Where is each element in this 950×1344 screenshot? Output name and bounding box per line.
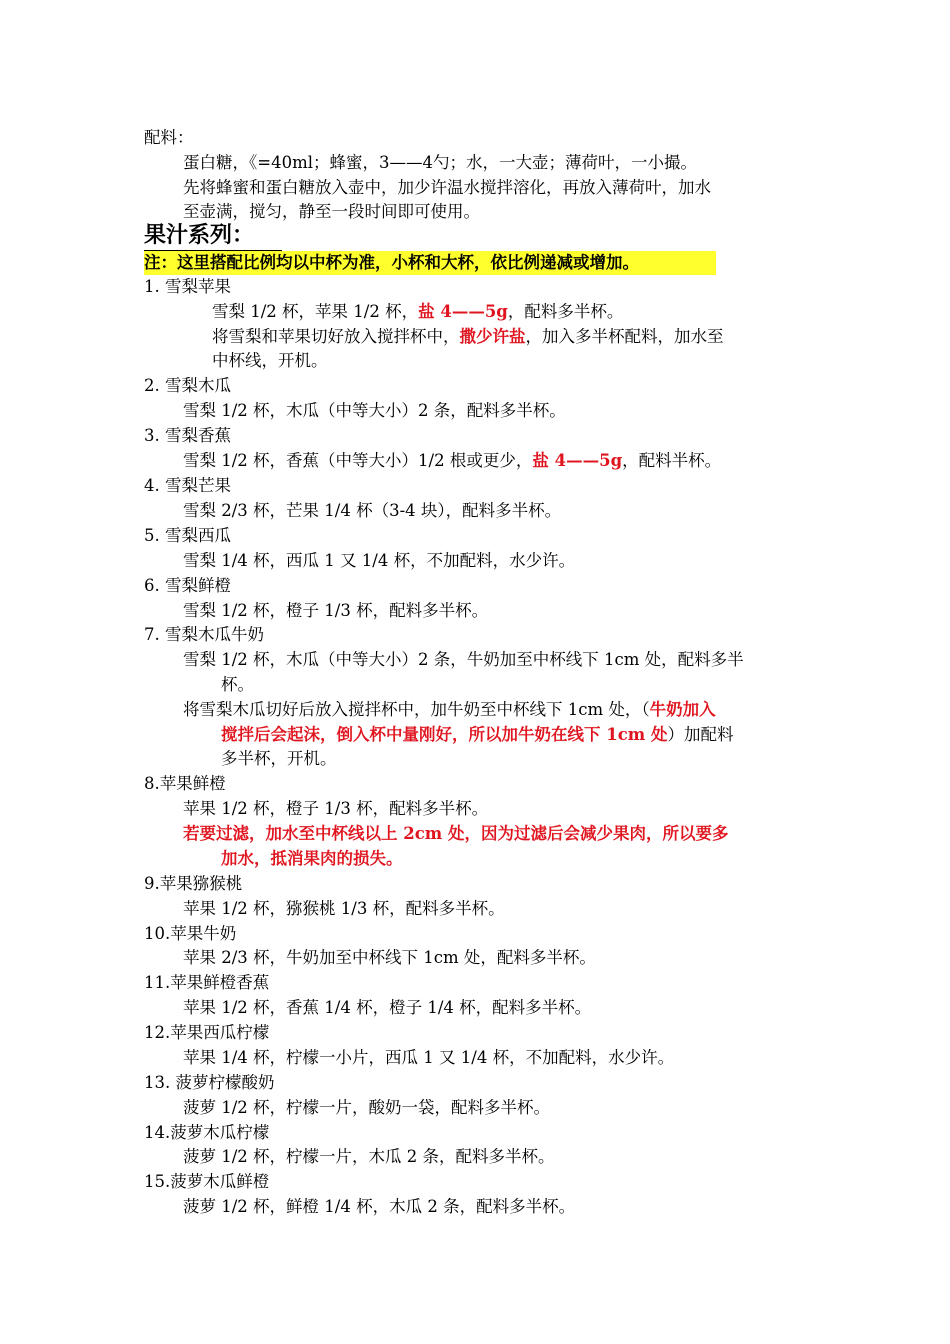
recipe-title: 10.苹果牛奶 (144, 924, 237, 943)
recipe-title: 14.菠萝木瓜柠檬 (144, 1123, 270, 1142)
recipe-line: 菠萝 1/2 杯，鲜橙 1/4 杯，木瓜 2 条，配料多半杯。 (183, 1197, 576, 1216)
section-title: 果汁系列： (144, 220, 282, 251)
emphasis-text: 加水，抵消果肉的损失。 (221, 849, 403, 868)
recipe-line: 雪梨 1/2 杯，木瓜（中等大小）2 条，配料多半杯。 (183, 401, 566, 420)
emphasis-text: 牛奶加入 (649, 700, 716, 719)
ingredients-line: 蛋白糖，《=40ml；蜂蜜，3——4勺；水，一大壶；薄荷叶，一小撮。 (183, 153, 697, 172)
recipe-line: 菠萝 1/2 杯，柠檬一片，酸奶一袋，配料多半杯。 (183, 1098, 551, 1117)
recipe-title: 13. 菠萝柠檬酸奶 (144, 1073, 275, 1092)
recipe-title: 15.菠萝木瓜鲜橙 (144, 1172, 270, 1191)
recipe-title: 3. 雪梨香蕉 (144, 426, 231, 445)
recipe-title: 12.苹果西瓜柠檬 (144, 1023, 270, 1042)
recipe-title: 11.苹果鲜橙香蕉 (144, 973, 270, 992)
emphasis-text: 搅拌后会起沫，倒入杯中量刚好，所以加牛奶在线下 1cm 处 (221, 725, 668, 744)
recipe-line: 菠萝 1/2 杯，柠檬一片，木瓜 2 条，配料多半杯。 (183, 1147, 555, 1166)
highlight-note: 注：这里搭配比例均以中杯为准，小杯和大杯，依比例递减或增加。 (144, 251, 716, 275)
emphasis-text: 盐 4——5g (532, 451, 623, 470)
emphasis-text: 盐 4——5g (418, 302, 508, 321)
recipe-title: 2. 雪梨木瓜 (144, 376, 231, 395)
recipe-title: 1. 雪梨苹果 (144, 277, 231, 296)
recipe-line: 多半杯，开机。 (221, 749, 337, 768)
recipe-line: 雪梨 1/2 杯，橙子 1/3 杯，配料多半杯。 (183, 601, 489, 620)
ingredients-method-line: 至壶满，搅匀，静至一段时间即可使用。 (183, 202, 480, 221)
recipe-title: 8.苹果鲜橙 (144, 774, 226, 793)
recipe-line: 将雪梨木瓜切好后放入搅拌杯中，加牛奶至中杯线下 1cm 处，（牛奶加入 (183, 700, 716, 719)
ingredients-method-line: 先将蜂蜜和蛋白糖放入壶中，加少许温水搅拌溶化，再放入薄荷叶，加水 (183, 178, 711, 197)
recipe-title: 5. 雪梨西瓜 (144, 526, 231, 545)
ingredients-heading: 配料： (144, 128, 194, 147)
recipe-line: 杯。 (221, 675, 254, 694)
recipe-line: 雪梨 1/2 杯，木瓜（中等大小）2 条，牛奶加至中杯线下 1cm 处，配料多半 (183, 650, 744, 669)
recipe-line: 苹果 1/2 杯，橙子 1/3 杯，配料多半杯。 (183, 799, 489, 818)
recipe-line: 雪梨 1/2 杯，香蕉（中等大小）1/2 根或更少，盐 4——5g，配料半杯。 (183, 451, 722, 470)
recipe-title: 7. 雪梨木瓜牛奶 (144, 625, 264, 644)
recipe-title: 9.苹果猕猴桃 (144, 874, 243, 893)
recipe-line: 雪梨 1/4 杯，西瓜 1 又 1/4 杯，不加配料，水少许。 (183, 551, 576, 570)
recipe-line: 苹果 1/4 杯，柠檬一小片，西瓜 1 又 1/4 杯，不加配料，水少许。 (183, 1048, 675, 1067)
recipe-line: 雪梨 1/2 杯，苹果 1/2 杯，盐 4——5g，配料多半杯。 (212, 302, 624, 321)
recipe-line: 雪梨 2/3 杯，芒果 1/4 杯（3-4 块），配料多半杯。 (183, 501, 562, 520)
emphasis-text: 撒少许盐 (459, 327, 526, 346)
recipe-line: 中杯线，开机。 (212, 351, 328, 370)
recipe-line: 苹果 1/2 杯，香蕉 1/4 杯，橙子 1/4 杯，配料多半杯。 (183, 998, 592, 1017)
recipe-line: 苹果 1/2 杯，猕猴桃 1/3 杯，配料多半杯。 (183, 899, 505, 918)
recipe-line: 苹果 2/3 杯，牛奶加至中杯线下 1cm 处，配料多半杯。 (183, 948, 596, 967)
recipe-title: 6. 雪梨鲜橙 (144, 576, 231, 595)
recipe-line: 将雪梨和苹果切好放入搅拌杯中，撒少许盐，加入多半杯配料，加水至 (212, 327, 724, 346)
emphasis-text: 若要过滤，加水至中杯线以上 2cm 处，因为过滤后会减少果肉，所以要多 (183, 824, 729, 843)
recipe-title: 4. 雪梨芒果 (144, 476, 231, 495)
recipe-line: 搅拌后会起沫，倒入杯中量刚好，所以加牛奶在线下 1cm 处）加配料 (221, 725, 734, 744)
